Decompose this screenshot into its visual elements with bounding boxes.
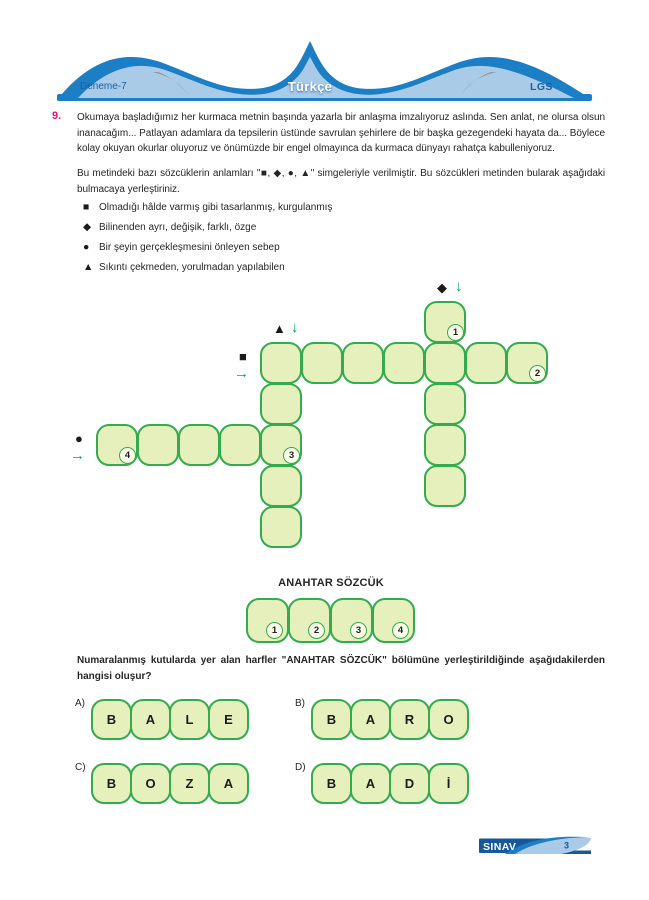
square-icon: ■ [83,201,90,213]
option-cells [311,763,467,804]
puzzle-cell [260,342,302,384]
puzzle-cell [465,342,507,384]
cell-number-badge: 3 [283,447,300,464]
letter-cell: D [389,763,430,804]
answer-option-A [75,697,247,740]
cell-number-badge: 1 [266,622,283,639]
puzzle-cell [137,424,179,466]
letter-cell: Z [169,763,210,804]
puzzle-cell [96,424,138,466]
letter-cell: B [311,699,352,740]
anahtar-title: ANAHTAR SÖZCÜK [278,577,384,589]
arrow-down-icon: ↓ [291,319,299,336]
puzzle-cell [342,342,384,384]
cell-number-badge: 2 [529,365,546,382]
option-cells [311,699,467,740]
option-cells [91,699,247,740]
puzzle-cell [219,424,261,466]
option-label: C) [75,762,86,773]
clue-text: Olmadığı hâlde varmış gibi tasarlanmış, kurgulanmış [99,202,333,213]
puzzle-cell [424,383,466,425]
answer-option-D [295,761,467,804]
triangle-icon: ▲ [83,261,94,273]
diamond-icon: ◆ [437,280,447,295]
question-paragraph-2: Bu metindeki bazı sözcüklerin anlamları "■, ◆, ●, ▲" simgeleriyle verilmiştir. Bu sözcükleri metinden bularak aşağıdaki bulmacaya yerleştiriniz. [77,168,605,195]
question-paragraph-1: Okumaya başladığımız her kurmaca metnin başında yazarla bir anlaşma imzalıyoruz aslında. Sen anlat, ne olursa olsun inanacağım... Patlayan adamlara da tepsilerin üstünde savrulan şehirlere de bir başka gezegendeki hayata da... Böylece kolay okuyan okurlar oluyoruz ve önümüzde bir engel olmayınca da kurmaca dünyayı rahatça kabulleniyoruz. [77,112,605,154]
clue-text: Bilinenden ayrı, değişik, farklı, özge [99,222,257,233]
triangle-icon: ▲ [273,321,286,336]
letter-cell: B [91,699,132,740]
letter-cell: A [350,699,391,740]
letter-cell: B [91,763,132,804]
letter-cell: O [130,763,171,804]
publisher-name: SINAV [483,841,517,853]
arrow-right-icon: → [234,365,249,382]
letter-cell: R [389,699,430,740]
subject-title: Türkçe [287,79,333,94]
question-number: 9. [52,110,62,122]
answer-option-C [75,761,247,804]
arrow-down-icon: ↓ [455,278,463,295]
answer-option-B [295,697,467,740]
puzzle-cell [260,506,302,548]
letter-cell: A [130,699,171,740]
letter-cell: E [208,699,249,740]
letter-cell: İ [428,763,469,804]
exam-type-label: LGS [530,81,553,93]
cell-number-badge: 3 [350,622,367,639]
publisher-logo [477,835,595,856]
letter-cell: A [208,763,249,804]
puzzle-cell [506,342,548,384]
exam-name-label: Deneme-7 [80,81,127,92]
option-label: A) [75,698,85,709]
page-number: 3 [564,840,570,851]
cell-number-badge: 1 [447,324,464,341]
circle-icon: ● [75,431,83,446]
puzzle-cell [260,424,302,466]
option-label: D) [295,762,306,773]
anahtar-cell [246,598,289,643]
arrow-right-icon: → [70,447,85,464]
clue-text: Sıkıntı çekmeden, yorulmadan yapılabilen [99,262,285,273]
puzzle-cell [301,342,343,384]
anahtar-cell [372,598,415,643]
puzzle-cell [383,342,425,384]
puzzle-cell [178,424,220,466]
cell-number-badge: 4 [392,622,409,639]
cell-number-badge: 4 [119,447,136,464]
puzzle-cell [424,342,466,384]
anahtar-cell [288,598,331,643]
letter-cell: O [428,699,469,740]
puzzle-cell [260,383,302,425]
puzzle-cell [260,465,302,507]
diamond-icon: ◆ [83,221,92,233]
letter-cell: A [350,763,391,804]
puzzle-cell [424,301,466,343]
option-label: B) [295,698,305,709]
cell-number-badge: 2 [308,622,325,639]
option-cells [91,763,247,804]
anahtar-cell [330,598,373,643]
square-icon: ■ [239,349,247,364]
puzzle-cell [424,465,466,507]
letter-cell: B [311,763,352,804]
circle-icon: ● [83,241,90,253]
puzzle-cell [424,424,466,466]
question-prompt: Numaralanmış kutularda yer alan harfler "ANAHTAR SÖZCÜK" bölümüne yerleştirildiğinde aşağıdakilerden hangisi oluşur? [77,655,605,682]
letter-cell: L [169,699,210,740]
clue-text: Bir şeyin gerçekleşmesini önleyen sebep [99,242,280,253]
